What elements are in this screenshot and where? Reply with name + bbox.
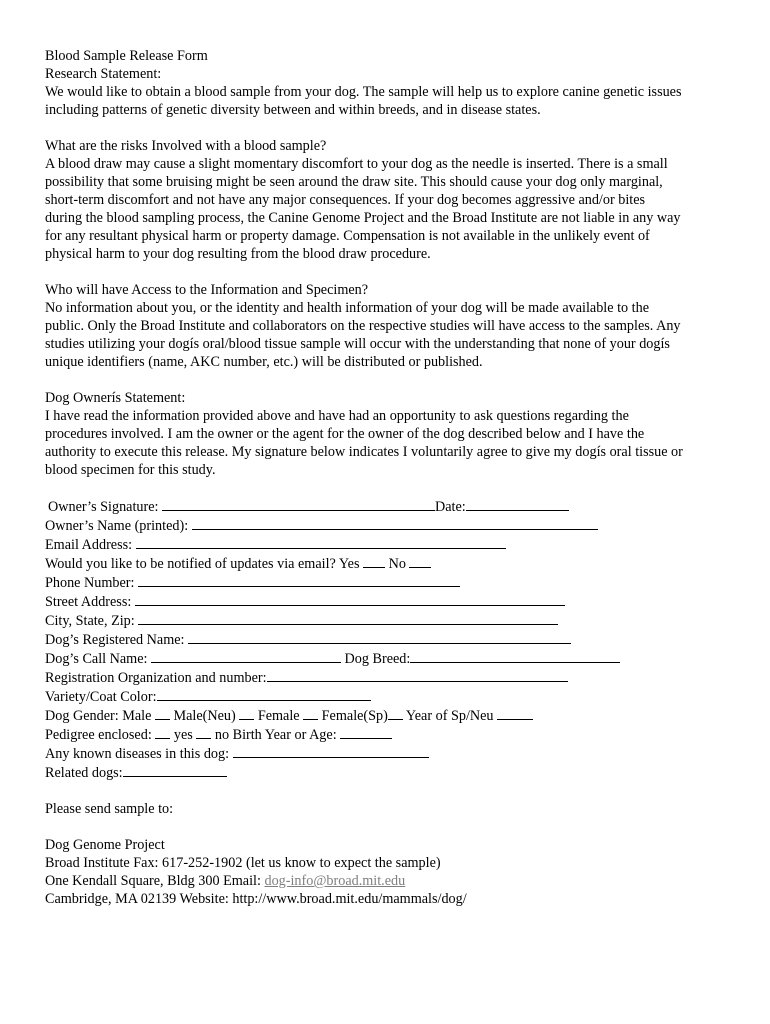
notify-row [45,554,745,573]
access-heading: Who will have Access to the Information and Specimen? [45,282,369,298]
call-name-row [45,649,745,668]
gender-female-label: Female [257,708,300,724]
access-text-line: No information about you, or the identity and health information of your dog will be made available to the [45,300,650,316]
send-heading: Please send sample to: [45,801,174,817]
risks-text-line: possibility that some bruising might be seen around the draw site. This should cause your dog only marginal, [45,174,663,190]
signature-field[interactable] [162,497,435,511]
risks-text-line: A blood draw may cause a slight momentary discomfort to your dog as the needle is inserted. There is a small [45,156,668,172]
registration-org-label: Registration Organization and number: [45,670,267,686]
owner-name-label: Owner’s Name (printed): [45,518,189,534]
pedigree-yes-label: yes [173,727,193,743]
gender-row [45,706,745,725]
risks-text-line: physical harm to your dog resulting from the blood draw procedure. [45,246,431,262]
related-dogs-row [45,763,745,782]
call-name-field[interactable] [151,649,341,663]
city-field[interactable] [138,611,558,625]
notify-no-field[interactable] [409,554,431,568]
breed-field[interactable] [410,649,620,663]
gender-label: Dog Gender: Male [45,708,152,724]
gender-female-sp-label: Female(Sp) [321,708,388,724]
related-dogs-label: Related dogs: [45,765,123,781]
diseases-label: Any known diseases in this dog: [45,746,230,762]
signature-label: Owner’s Signature: [48,499,159,515]
send-website-line: Cambridge, MA 02139 Website: http://www.broad.mit.edu/mammals/dog/ [45,891,467,907]
variety-label: Variety/Coat Color: [45,689,157,705]
owner-statement-line: authority to execute this release. My signature below indicates I voluntarily agree to give my dogís oral tissue or [45,444,683,460]
paragraph-gap [45,818,745,836]
variety-row [45,687,745,706]
paragraph-gap [45,371,745,389]
related-dogs-field[interactable] [123,763,227,777]
registered-name-row [45,630,745,649]
gender-male-neu-field[interactable] [239,706,254,720]
call-name-label: Dog’s Call Name: [45,651,148,667]
form-title: Blood Sample Release Form [45,48,208,64]
gender-female-field[interactable] [303,706,318,720]
pedigree-no-field[interactable] [196,725,211,739]
gender-year-field[interactable] [497,706,533,720]
risks-heading: What are the risks Involved with a blood sample? [45,138,327,154]
paragraph-gap [45,782,745,800]
email-field[interactable] [136,535,506,549]
gender-year-label: Year of Sp/Neu [405,708,494,724]
registered-name-label: Dog’s Registered Name: [45,632,185,648]
owner-statement-heading: Dog Ownerís Statement: [45,390,186,406]
notify-label: Would you like to be notified of updates via email? Yes [45,556,360,572]
gender-male-neu-label: Male(Neu) [173,708,236,724]
owner-name-row [45,516,745,535]
pedigree-row [45,725,745,744]
city-row [45,611,745,630]
owner-statement-line: procedures involved. I am the owner or the agent for the owner of the dog described below and I have the [45,426,645,442]
gender-male-field[interactable] [155,706,170,720]
pedigree-yes-field[interactable] [155,725,170,739]
street-row [45,592,745,611]
release-form-document [45,47,745,908]
research-text-line: We would like to obtain a blood sample from your dog. The sample will help us to explore canine genetic issues [45,84,682,100]
registration-org-field[interactable] [267,668,568,682]
date-field[interactable] [466,497,569,511]
birth-year-field[interactable] [340,725,392,739]
signature-row [45,497,745,516]
date-label: Date: [435,499,466,515]
variety-field[interactable] [157,687,371,701]
owner-name-field[interactable] [192,516,598,530]
street-field[interactable] [135,592,565,606]
pedigree-label: Pedigree enclosed: [45,727,152,743]
risks-text-line: during the blood sampling process, the Canine Genome Project and the Broad Institute are not liable in any way [45,210,681,226]
access-text-line: studies utilizing your dogís oral/blood tissue sample will occur with the understanding that none of your dogís [45,336,670,352]
owner-statement-line: I have read the information provided above and have had an opportunity to ask questions regarding the [45,408,629,424]
paragraph-gap [45,119,745,137]
email-row [45,535,745,554]
street-label: Street Address: [45,594,132,610]
registered-name-field[interactable] [188,630,571,644]
diseases-field[interactable] [233,744,429,758]
phone-label: Phone Number: [45,575,135,591]
breed-label: Dog Breed: [344,651,411,667]
email-link[interactable]: dog-info@broad.mit.edu [264,873,406,889]
owner-statement-line: blood specimen for this study. [45,462,216,478]
send-org: Dog Genome Project [45,837,165,853]
phone-field[interactable] [138,573,460,587]
research-heading: Research Statement: [45,66,162,82]
registration-org-row [45,668,745,687]
notify-no-label: No [388,556,406,572]
email-label: Email Address: [45,537,133,553]
risks-text-line: short-term discomfort and not have any major consequences. If your dog becomes aggressive and/or bites [45,192,646,208]
send-address-text: One Kendall Square, Bldg 300 Email: [45,873,265,889]
send-fax-line: Broad Institute Fax: 617-252-1902 (let us know to expect the sample) [45,855,441,871]
gender-female-sp-field[interactable] [388,706,403,720]
paragraph-gap [45,479,745,497]
notify-yes-field[interactable] [363,554,385,568]
risks-text-line: for any resultant physical harm or property damage. Compensation is not available in the unlikely event of [45,228,650,244]
access-text-line: public. Only the Broad Institute and collaborators on the respective studies will have access to the samples. Any [45,318,681,334]
diseases-row [45,744,745,763]
phone-row [45,573,745,592]
send-address-line [45,872,745,890]
research-text-line: including patterns of genetic diversity between and within breeds, and in disease states. [45,102,541,118]
pedigree-no-label: no Birth Year or Age: [214,727,337,743]
city-label: City, State, Zip: [45,613,135,629]
access-text-line: unique identifiers (name, AKC number, etc.) will be distributed or published. [45,354,483,370]
paragraph-gap [45,263,745,281]
